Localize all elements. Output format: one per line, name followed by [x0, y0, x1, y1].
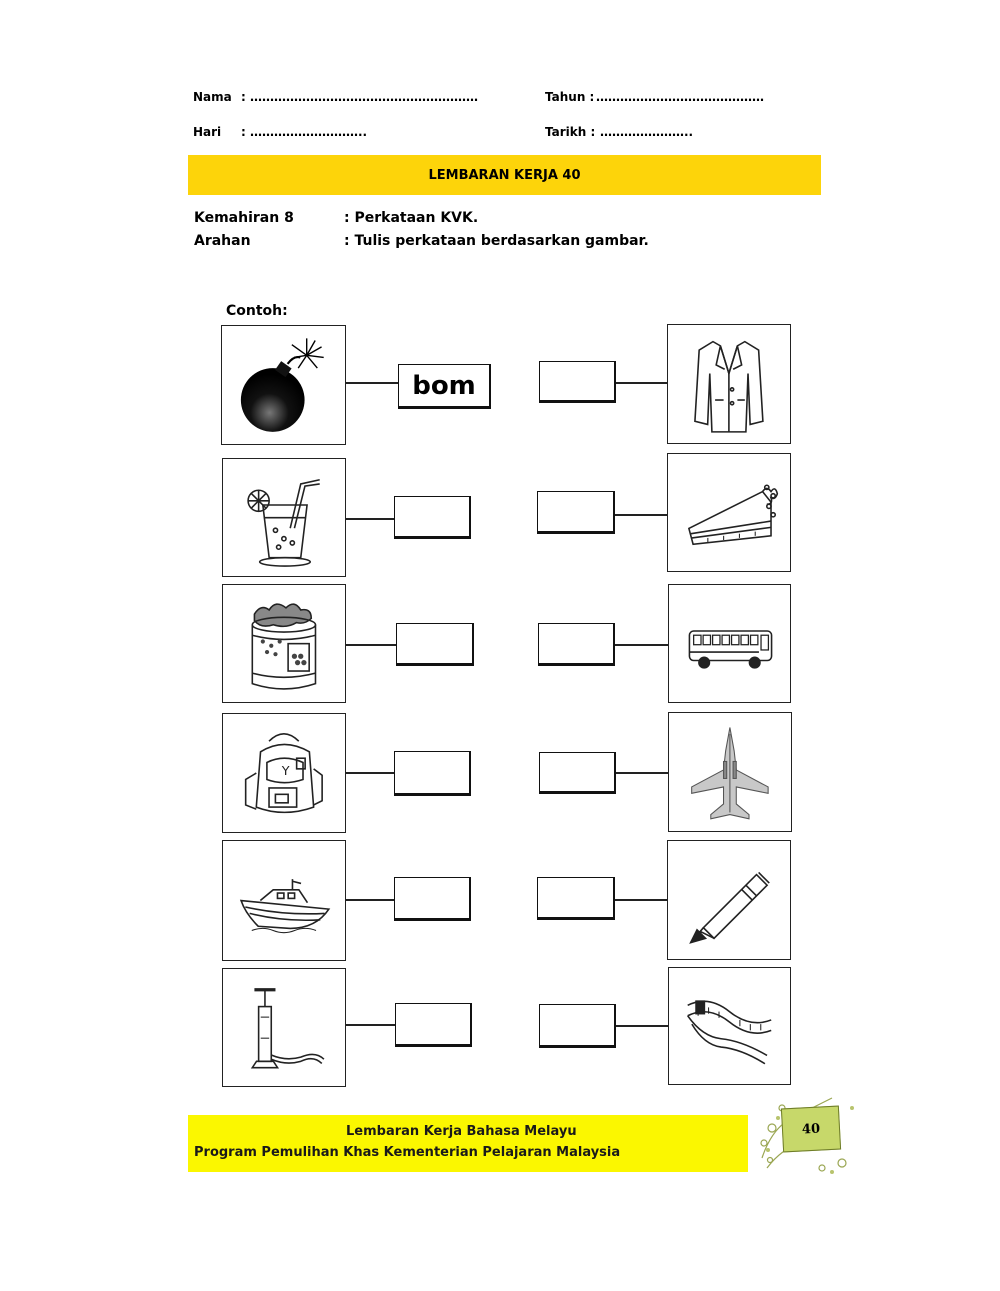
- picture-pen: [667, 840, 791, 960]
- connector-line: [346, 382, 398, 384]
- tahun-field[interactable]: ……………………………………: [596, 90, 764, 104]
- picture-kot: [667, 324, 791, 444]
- answer-box-pen[interactable]: [537, 877, 615, 920]
- tarikh-field[interactable]: …………………..: [600, 125, 694, 139]
- connector-line: [346, 1024, 395, 1026]
- connector-line: [616, 382, 667, 384]
- answer-box-bom[interactable]: [398, 364, 491, 409]
- connector-line: [615, 514, 667, 516]
- jet-icon: [675, 719, 785, 825]
- answer-box-jus[interactable]: [394, 496, 471, 539]
- connector-line: [346, 772, 394, 774]
- footer-banner: [188, 1115, 748, 1172]
- direction-label: Arahan: [194, 233, 251, 249]
- skill-label: Kemahiran 8: [194, 210, 294, 226]
- tin-can-icon: [229, 591, 339, 696]
- backpack-icon: [229, 720, 339, 826]
- answer-box-kek[interactable]: [537, 491, 615, 534]
- connector-line: [616, 772, 668, 774]
- answer-box-zip[interactable]: [539, 1004, 616, 1048]
- picture-beg: [222, 713, 346, 833]
- picture-bas: [668, 584, 791, 703]
- hari-label: Hari: [193, 125, 222, 139]
- picture-zip: [668, 967, 791, 1085]
- pen-icon: [674, 847, 784, 953]
- jacket-icon: [674, 331, 784, 437]
- footer-line1: Lembaran Kerja Bahasa Melayu: [346, 1124, 577, 1139]
- nama-field[interactable]: : …………………………………………………: [241, 90, 478, 104]
- svg-text:Y: Y: [281, 764, 290, 780]
- picture-jet: [668, 712, 792, 832]
- answer-box-bot[interactable]: [394, 877, 471, 921]
- zip-icon: [675, 974, 784, 1078]
- juice-icon: [229, 465, 339, 570]
- connector-line: [346, 518, 394, 520]
- answer-box-bas[interactable]: [538, 623, 615, 666]
- answer-box-beg[interactable]: [394, 751, 471, 796]
- picture-bom: [221, 325, 346, 445]
- answer-box-kot[interactable]: [539, 361, 616, 403]
- picture-jus: [222, 458, 346, 577]
- bus-icon: [675, 591, 784, 696]
- page-number-badge: 40: [781, 1106, 841, 1153]
- tahun-label: Tahun :: [545, 90, 595, 104]
- answer-box-pam[interactable]: [395, 1003, 472, 1047]
- connector-line: [616, 1025, 668, 1027]
- picture-pam: [222, 968, 346, 1087]
- picture-kek: [667, 453, 791, 572]
- skill-value: : Perkataan KVK.: [344, 210, 479, 226]
- picture-bot: [222, 840, 346, 961]
- connector-line: [615, 899, 667, 901]
- direction-value: : Tulis perkataan berdasarkan gambar.: [344, 233, 649, 249]
- nama-label: Nama: [193, 90, 232, 104]
- footer-line2: Program Pemulihan Khas Kementerian Pelajaran Malaysia: [194, 1145, 621, 1160]
- answer-box-jet[interactable]: [539, 752, 616, 794]
- connector-line: [346, 644, 396, 646]
- hari-field[interactable]: : ………………………..: [241, 125, 368, 139]
- picture-tin: [222, 584, 346, 703]
- example-label: Contoh:: [226, 303, 288, 319]
- pump-icon: [229, 975, 339, 1080]
- cake-icon: [674, 460, 784, 565]
- bomb-icon: [228, 332, 339, 438]
- boat-icon: [229, 847, 339, 954]
- worksheet-title: LEMBARAN KERJA 40: [188, 155, 821, 195]
- tarikh-label: Tarikh :: [545, 125, 596, 139]
- connector-line: [615, 644, 668, 646]
- connector-line: [346, 899, 394, 901]
- answer-box-tin[interactable]: [396, 623, 474, 666]
